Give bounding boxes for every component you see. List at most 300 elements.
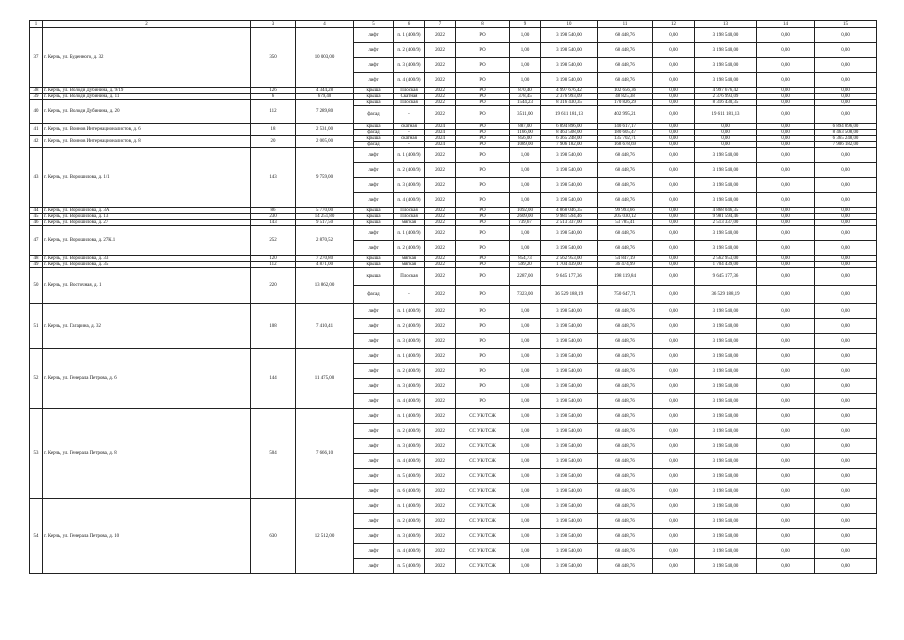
table-cell: 1,00	[510, 304, 541, 319]
table-cell: 68 448,76	[598, 379, 653, 394]
table-cell: 1,00	[510, 193, 541, 208]
table-cell: 3 198 540,00	[541, 379, 598, 394]
table-cell: крыша	[354, 100, 394, 106]
area-cell: 12 512,00	[296, 499, 354, 574]
address-cell: г. Керчь, ул. Володи Дубинина, д. 20	[43, 100, 251, 124]
table-cell: 2022	[425, 349, 456, 364]
table-cell: СС УК/ТСЖ	[456, 469, 510, 484]
area-cell: 14 251,80	[296, 214, 354, 220]
table-cell: 0,00	[653, 43, 695, 58]
table-cell: лифт	[354, 58, 394, 73]
table-cell: 68 448,76	[598, 409, 653, 424]
table-cell: 2022	[425, 178, 456, 193]
table-cell: 856,00	[510, 136, 541, 142]
address-cell: г. Керчь, ул. Генерала Петрова, д. 6	[43, 349, 251, 409]
row-number: 39	[30, 94, 43, 100]
table-cell: РО	[456, 106, 510, 124]
table-cell: Плоская	[394, 88, 425, 94]
table-cell: п. 1 (400/9)	[394, 304, 425, 319]
table-cell: 0,00	[757, 319, 815, 334]
table-cell: -	[394, 286, 425, 304]
table-cell: лифт	[354, 409, 394, 424]
table-cell: 3 198 540,00	[695, 319, 757, 334]
table-cell: 1 704 439,00	[541, 262, 598, 268]
table-cell: лифт	[354, 163, 394, 178]
table-cell: 0,00	[653, 130, 695, 136]
column-number: 5	[354, 21, 394, 28]
table-cell: лифт	[354, 148, 394, 163]
table-cell: 19 611 181,13	[541, 106, 598, 124]
table-cell: 0,00	[653, 178, 695, 193]
table-cell: РО	[456, 364, 510, 379]
table-cell: 68 448,76	[598, 559, 653, 574]
address-cell: г. Керчь, ул. Буденного, д. 32	[43, 28, 251, 88]
table-cell: лифт	[354, 226, 394, 241]
table-cell: лифт	[354, 334, 394, 349]
table-cell: п. 1 (400/9)	[394, 409, 425, 424]
table-cell: 2022	[425, 334, 456, 349]
table-cell: РО	[456, 178, 510, 193]
table-cell: 3 198 540,00	[541, 349, 598, 364]
row-number: 45	[30, 214, 43, 220]
table-cell: 1,00	[510, 148, 541, 163]
table-cell: 2022	[425, 424, 456, 439]
table-cell: 2022	[425, 28, 456, 43]
table-cell: 0,00	[815, 484, 877, 499]
table-cell: 6 894 896,00	[541, 124, 598, 130]
table-cell: СС УК/ТСЖ	[456, 424, 510, 439]
table-cell: 0,00	[653, 58, 695, 73]
table-cell: 0,00	[653, 193, 695, 208]
table-cell: 8 463 508,00	[815, 130, 877, 136]
table-cell: 2022	[425, 214, 456, 220]
address-cell: г. Керчь, ул. Ворошилова, д. 13	[43, 214, 251, 220]
table-cell: 0,00	[757, 409, 815, 424]
table-cell: лифт	[354, 514, 394, 529]
address-cell: г. Керчь, ул. Воинов Интернационалистов, д. 8	[43, 136, 251, 148]
table-cell: 68 448,76	[598, 454, 653, 469]
table-cell: крыша	[354, 220, 394, 226]
table-cell: 68 448,76	[598, 178, 653, 193]
table-cell: -	[394, 130, 425, 136]
table-cell: 0,00	[653, 544, 695, 559]
table-cell: 0,00	[653, 268, 695, 286]
table-cell: 68 448,76	[598, 43, 653, 58]
table-cell: 2022	[425, 439, 456, 454]
table-cell: 0,00	[653, 124, 695, 130]
table-cell: 3 198 540,00	[695, 148, 757, 163]
table-cell: 2022	[425, 394, 456, 409]
table-cell: 1,00	[510, 394, 541, 409]
table-cell: крыша	[354, 136, 394, 142]
column-number: 2	[43, 21, 251, 28]
table-cell: мягкая	[394, 220, 425, 226]
table-cell: 53 785,41	[598, 220, 653, 226]
table-cell: 0,00	[815, 544, 877, 559]
table-cell: 1544,23	[510, 100, 541, 106]
table-cell: СС УК/ТСЖ	[456, 484, 510, 499]
table-cell: 599,20	[510, 262, 541, 268]
table-cell: 0,00	[757, 193, 815, 208]
table-cell: 2022	[425, 544, 456, 559]
table-cell: лифт	[354, 349, 394, 364]
table-row	[30, 268, 877, 286]
area-cell: 4 344,28	[296, 88, 354, 94]
table-cell: 3 198 540,00	[695, 499, 757, 514]
area-cell: 10 003,00	[296, 28, 354, 88]
table-cell: 0,00	[757, 268, 815, 286]
table-cell: 180 605,47	[598, 130, 653, 136]
table-cell: 0,00	[757, 559, 815, 574]
address-cell: г. Керчь, ул. Володи Дубинина, д. 9/19	[43, 88, 251, 94]
table-cell: РО	[456, 256, 510, 262]
table-cell: Скатная	[394, 94, 425, 100]
residents-cell: 144	[251, 349, 296, 409]
column-number: 4	[296, 21, 354, 28]
table-cell: 168 678,69	[598, 142, 653, 148]
area-cell: 679,40	[296, 94, 354, 100]
table-cell: 0,00	[757, 304, 815, 319]
table-cell: 2 513 337,00	[695, 220, 757, 226]
table-cell: 0,00	[695, 136, 757, 142]
table-cell: 2022	[425, 88, 456, 94]
table-cell: п. 2 (400/9)	[394, 424, 425, 439]
table-cell: 2022	[425, 163, 456, 178]
table-cell: 3 198 540,00	[541, 394, 598, 409]
table-cell: 3 198 540,00	[695, 163, 757, 178]
table-cell: 2022	[425, 241, 456, 256]
table-cell: 0,00	[757, 28, 815, 43]
row-number: 50	[30, 268, 43, 304]
residents-cell: 120	[251, 256, 296, 262]
table-cell: 4 997 676,42	[541, 88, 598, 94]
table-cell: 2 376 993,09	[695, 94, 757, 100]
table-cell: 2024	[425, 142, 456, 148]
table-cell: 7323,00	[510, 286, 541, 304]
area-cell: 2 870,52	[296, 226, 354, 256]
table-cell: 0,00	[815, 214, 877, 220]
table-cell: 0,00	[757, 364, 815, 379]
row-number: 49	[30, 262, 43, 268]
table-cell: лифт	[354, 28, 394, 43]
table-cell: 0,00	[653, 439, 695, 454]
table-cell: 2022	[425, 94, 456, 100]
table-cell: 68 448,76	[598, 424, 653, 439]
address-cell: г. Керчь, ул. Ворошилова, д. 27	[43, 220, 251, 226]
column-number: 7	[425, 21, 456, 28]
table-cell: 0,00	[815, 409, 877, 424]
table-cell: 0,00	[815, 499, 877, 514]
table-cell: Плоская	[394, 208, 425, 214]
table-cell: 3 198 540,00	[541, 454, 598, 469]
table-cell: 3 198 540,00	[695, 559, 757, 574]
table-row	[30, 349, 877, 364]
table-cell: 0,00	[757, 214, 815, 220]
table-cell: 0,00	[695, 142, 757, 148]
residents-cell: 350	[251, 28, 296, 88]
table-cell: 0,00	[757, 94, 815, 100]
table-cell: 0,00	[815, 220, 877, 226]
table-cell: -	[394, 106, 425, 124]
area-cell: 2 531,00	[296, 124, 354, 136]
table-cell: 0,00	[757, 439, 815, 454]
table-cell: 0,00	[653, 88, 695, 94]
table-cell: 0,00	[815, 454, 877, 469]
table-cell: 2022	[425, 304, 456, 319]
table-cell: РО	[456, 220, 510, 226]
table-cell: 2022	[425, 226, 456, 241]
table-cell: 0,00	[815, 58, 877, 73]
header-row	[30, 21, 877, 28]
address-cell: г. Керчь, ул. Ворошилова, д. 1/1	[43, 148, 251, 208]
table-cell: 68 448,76	[598, 28, 653, 43]
table-cell: 1,00	[510, 319, 541, 334]
table-cell: СС УК/ТСЖ	[456, 544, 510, 559]
area-cell: 5 770,00	[296, 208, 354, 214]
area-cell: 11 475,00	[296, 349, 354, 409]
table-cell: 0,00	[815, 208, 877, 214]
table-cell: 0,00	[757, 424, 815, 439]
column-number: 8	[456, 21, 510, 28]
table-cell: 9 981 594,46	[541, 214, 598, 220]
table-cell: РО	[456, 208, 510, 214]
table-cell: п. 1 (400/9)	[394, 148, 425, 163]
table-cell: 0,00	[653, 148, 695, 163]
table-cell: 0,00	[815, 364, 877, 379]
table-cell: лифт	[354, 73, 394, 88]
table-cell: 1,00	[510, 241, 541, 256]
table-cell: 0,00	[653, 142, 695, 148]
table-cell: крыша	[354, 268, 394, 286]
table-cell: РО	[456, 262, 510, 268]
table-cell: СС УК/ТСЖ	[456, 409, 510, 424]
table-cell: 3 198 540,00	[541, 499, 598, 514]
residents-cell: 6	[251, 94, 296, 100]
row-number: 52	[30, 349, 43, 409]
table-cell: 2022	[425, 268, 456, 286]
table-cell: мягкая	[394, 262, 425, 268]
table-cell: 2 376 993,09	[541, 94, 598, 100]
address-cell: г. Керчь, ул. Гагарина, д. 32	[43, 304, 251, 349]
row-number: 37	[30, 28, 43, 88]
table-cell: 0,00	[757, 256, 815, 262]
row-number: 46	[30, 220, 43, 226]
table-cell: 1,00	[510, 439, 541, 454]
table-cell: 48 825,38	[598, 94, 653, 100]
table-cell: 0,00	[757, 499, 815, 514]
table-cell: 0,00	[815, 178, 877, 193]
table-cell: 7 906 182,00	[815, 142, 877, 148]
table-cell: 68 448,76	[598, 226, 653, 241]
table-cell: 0,00	[757, 124, 815, 130]
table-cell: 3 198 540,00	[695, 469, 757, 484]
table-cell: 3 198 540,00	[541, 529, 598, 544]
table-cell: 2022	[425, 43, 456, 58]
table-cell: п. 1 (400/9)	[394, 499, 425, 514]
table-cell: 1166,00	[510, 130, 541, 136]
table-cell: 3 198 540,00	[541, 163, 598, 178]
table-cell: п. 2 (400/9)	[394, 241, 425, 256]
table-cell: п. 4 (400/9)	[394, 73, 425, 88]
table-cell: 0,00	[815, 514, 877, 529]
table-cell: 1089,00	[510, 142, 541, 148]
table-cell: 0,00	[653, 94, 695, 100]
table-cell: 0,00	[653, 241, 695, 256]
table-cell: 1,00	[510, 226, 541, 241]
row-number: 38	[30, 88, 43, 94]
table-cell: 0,00	[757, 544, 815, 559]
table-cell: 4 868 046,35	[695, 208, 757, 214]
table-cell: 0,00	[653, 379, 695, 394]
table-cell: 2609,00	[510, 214, 541, 220]
table-cell: 1,00	[510, 469, 541, 484]
table-cell: 0,00	[653, 226, 695, 241]
table-cell: 3 198 540,00	[695, 394, 757, 409]
table-cell: 0,00	[757, 529, 815, 544]
table-cell: РО	[456, 268, 510, 286]
table-cell: 2022	[425, 100, 456, 106]
table-cell: 0,00	[757, 514, 815, 529]
table-cell: РО	[456, 163, 510, 178]
table-cell: 2022	[425, 379, 456, 394]
table-cell: лифт	[354, 454, 394, 469]
table-cell: 8 463 508,00	[541, 130, 598, 136]
table-body	[30, 21, 877, 574]
table-cell: 0,00	[757, 286, 815, 304]
table-cell: 2022	[425, 286, 456, 304]
table-cell: 19 611 181,13	[695, 106, 757, 124]
table-cell: 3 198 540,00	[541, 58, 598, 73]
table-cell: п. 4 (400/9)	[394, 454, 425, 469]
table-cell: 1092,00	[510, 208, 541, 214]
table-cell: 2 562 953,00	[695, 256, 757, 262]
table-cell: 0,00	[653, 73, 695, 88]
table-cell: 0,00	[815, 256, 877, 262]
address-cell: г. Керчь, ул. Ворошилова, д. 35	[43, 262, 251, 268]
table-cell: 854,73	[510, 256, 541, 262]
table-cell: 0,00	[815, 268, 877, 286]
table-cell: 1,00	[510, 349, 541, 364]
table-cell: 3 198 540,00	[695, 439, 757, 454]
table-cell: 0,00	[757, 106, 815, 124]
table-cell: 2022	[425, 220, 456, 226]
table-cell: 2022	[425, 148, 456, 163]
table-cell: 0,00	[815, 94, 877, 100]
table-cell: 0,00	[815, 379, 877, 394]
table-cell: 0,00	[815, 319, 877, 334]
table-cell: 3 198 540,00	[541, 409, 598, 424]
table-cell: 887,00	[510, 124, 541, 130]
table-cell: 68 448,76	[598, 241, 653, 256]
table-cell: РО	[456, 349, 510, 364]
table-cell: 378,45	[510, 94, 541, 100]
table-cell: п. 3 (400/9)	[394, 439, 425, 454]
table-cell: крыша	[354, 262, 394, 268]
table-cell: лифт	[354, 379, 394, 394]
table-cell: 3 198 540,00	[541, 544, 598, 559]
table-cell: 2024	[425, 130, 456, 136]
table-cell: 0,00	[757, 43, 815, 58]
table-cell: 6 365 248,00	[815, 136, 877, 142]
table-cell: п. 3 (400/9)	[394, 334, 425, 349]
table-cell: 6 365 248,00	[541, 136, 598, 142]
residents-cell: 230	[251, 214, 296, 220]
table-cell: 36 529 188,19	[695, 286, 757, 304]
table-cell: РО	[456, 28, 510, 43]
table-cell: 0,00	[815, 424, 877, 439]
table-cell: 0,00	[815, 394, 877, 409]
table-cell: 0,00	[757, 262, 815, 268]
area-cell: 7 270,80	[296, 256, 354, 262]
table-cell: 2022	[425, 514, 456, 529]
table-cell: 102 656,36	[598, 88, 653, 94]
table-cell: 9 645 177,36	[541, 268, 598, 286]
table-cell: 0,00	[653, 424, 695, 439]
table-cell: 0,00	[757, 148, 815, 163]
column-number: 12	[653, 21, 695, 28]
area-cell: 2 005,00	[296, 136, 354, 148]
table-cell: 3 198 540,00	[695, 364, 757, 379]
address-cell: г. Керчь, ул. Восточная, д. 1	[43, 268, 251, 304]
table-cell: РО	[456, 319, 510, 334]
table-cell: 68 448,76	[598, 58, 653, 73]
address-cell: г. Керчь, ул. Володи Дубинина, д. 11	[43, 94, 251, 100]
table-cell: 2022	[425, 73, 456, 88]
table-cell: 68 448,76	[598, 439, 653, 454]
table-cell: 0,00	[757, 334, 815, 349]
table-cell: 1,00	[510, 484, 541, 499]
table-cell: 1,00	[510, 379, 541, 394]
table-cell: 0,00	[757, 88, 815, 94]
table-cell: мягкая	[394, 256, 425, 262]
table-cell: 3 198 540,00	[695, 424, 757, 439]
table-cell: 402 995,21	[598, 106, 653, 124]
table-cell: лифт	[354, 43, 394, 58]
table-cell: 3 198 540,00	[541, 43, 598, 58]
table-cell: 3 198 540,00	[541, 193, 598, 208]
table-cell: СС УК/ТСЖ	[456, 454, 510, 469]
table-cell: 3 198 540,00	[695, 334, 757, 349]
table-cell: 0,00	[653, 319, 695, 334]
table-cell: 3 198 540,00	[541, 178, 598, 193]
table-cell: 0,00	[757, 349, 815, 364]
table-cell: 3 198 540,00	[695, 178, 757, 193]
table-cell: 0,00	[757, 454, 815, 469]
table-cell: 3 198 540,00	[541, 469, 598, 484]
column-number: 1	[30, 21, 43, 28]
table-cell: 0,00	[815, 529, 877, 544]
column-number: 9	[510, 21, 541, 28]
table-cell: 0,00	[653, 256, 695, 262]
table-cell: 0,00	[653, 106, 695, 124]
table-cell: скатная	[394, 124, 425, 130]
table-cell: 1,00	[510, 58, 541, 73]
table-cell: 3 198 540,00	[541, 28, 598, 43]
table-cell: РО	[456, 241, 510, 256]
table-cell: п. 4 (400/9)	[394, 544, 425, 559]
table-cell: 68 448,76	[598, 334, 653, 349]
table-cell: 0,00	[815, 43, 877, 58]
table-cell: 1,00	[510, 499, 541, 514]
table-cell: 0,00	[653, 529, 695, 544]
table-cell: 68 448,76	[598, 193, 653, 208]
table-cell: 0,00	[653, 514, 695, 529]
table-cell: 0,00	[757, 469, 815, 484]
address-cell: г. Керчь, ул. Ворошилова, д. 3А	[43, 208, 251, 214]
row-number: 47	[30, 226, 43, 256]
table-cell: 0,00	[757, 394, 815, 409]
table-cell: 0,00	[757, 484, 815, 499]
